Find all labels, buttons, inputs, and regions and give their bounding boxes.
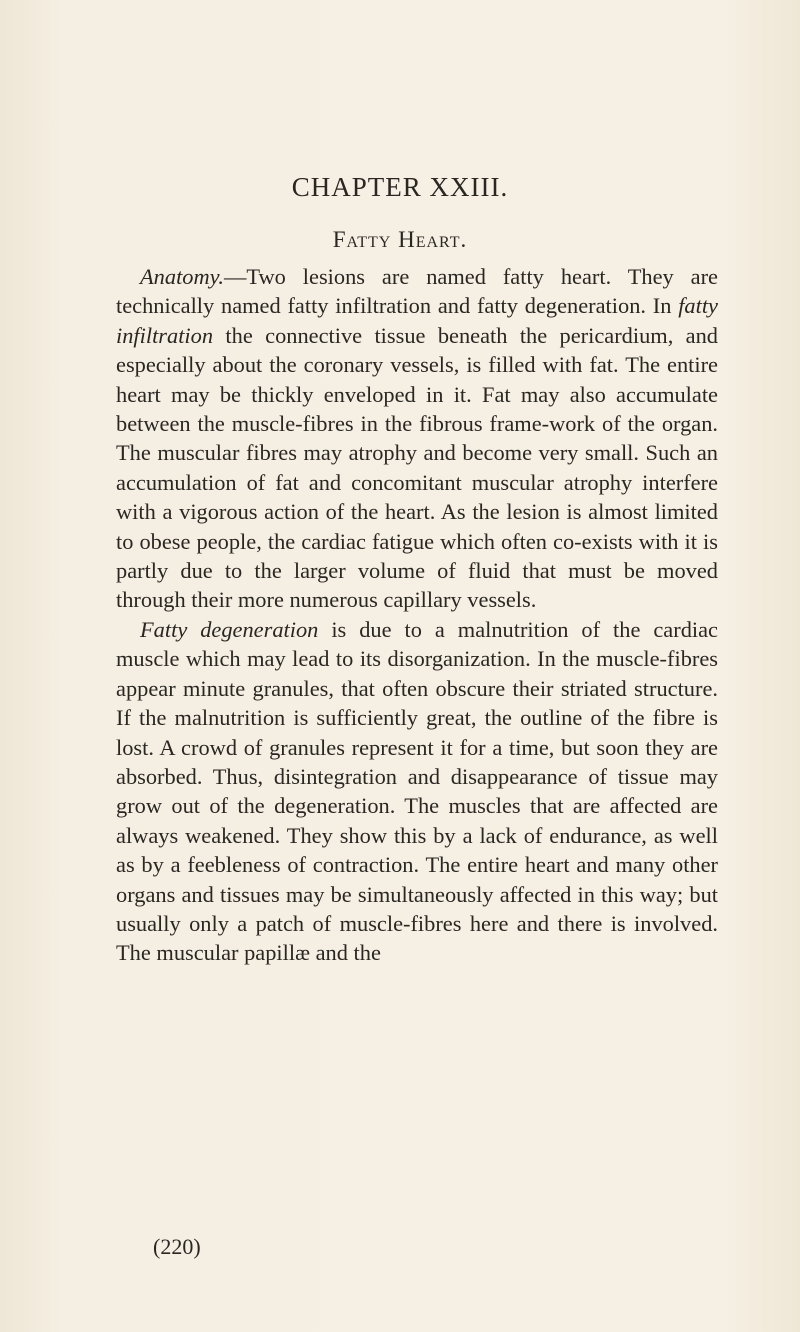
page-number: (220) <box>153 1234 201 1259</box>
paragraph-anatomy <box>116 262 718 615</box>
paragraph-fatty-degeneration <box>116 615 718 968</box>
section-title: Fatty Heart. <box>332 227 468 252</box>
italic-term: fatty infiltration <box>116 293 718 348</box>
italic-term: Fatty degeneration <box>140 616 319 642</box>
paragraph-text: the connective tissue beneath the pericardium, and especially about the coronary vessels, is filled with fat. The entire heart may be thickly enveloped in it. Fat may also accumulate between the muscle-fibres in the fibrous frame-work of the organ. The muscular fibres may atrophy and become very small. Such an accumulation of fat and concomitant muscular atrophy interfere with a vigorous action of the heart. As the lesion is almost limited to obese people, the cardiac fatigue which often co-exists with it is partly due to the larger volume of fluid that must be moved through their more numerous capillary vessels. <box>116 322 718 613</box>
body-text <box>116 262 718 968</box>
paragraph-lead: Anatomy. <box>140 264 224 289</box>
paragraph-text: —Two lesions are named fatty heart. They are technically named fatty infiltration and fatty degeneration. In <box>116 264 718 319</box>
chapter-heading: CHAPTER XXIII. <box>291 172 509 202</box>
paragraph-text: is due to a malnutrition of the cardiac muscle which may lead to its disorganization. In the muscle-fibres appear minute granules, that often obscure their striated structure. If the malnutrition is sufficiently great, the outline of the fibre is lost. A crowd of granules represent it for a time, but soon they are absorbed. Thus, disintegration and disappearance of tissue may grow out of the degeneration. The muscles that are affected are always weakened. They show this by a lack of endurance, as well as by a feebleness of contraction. The entire heart and many other organs and tissues may be simultaneously affected in this way; but usually only a patch of muscle-fibres here and there is involved. The muscular papillæ and the <box>116 616 718 966</box>
